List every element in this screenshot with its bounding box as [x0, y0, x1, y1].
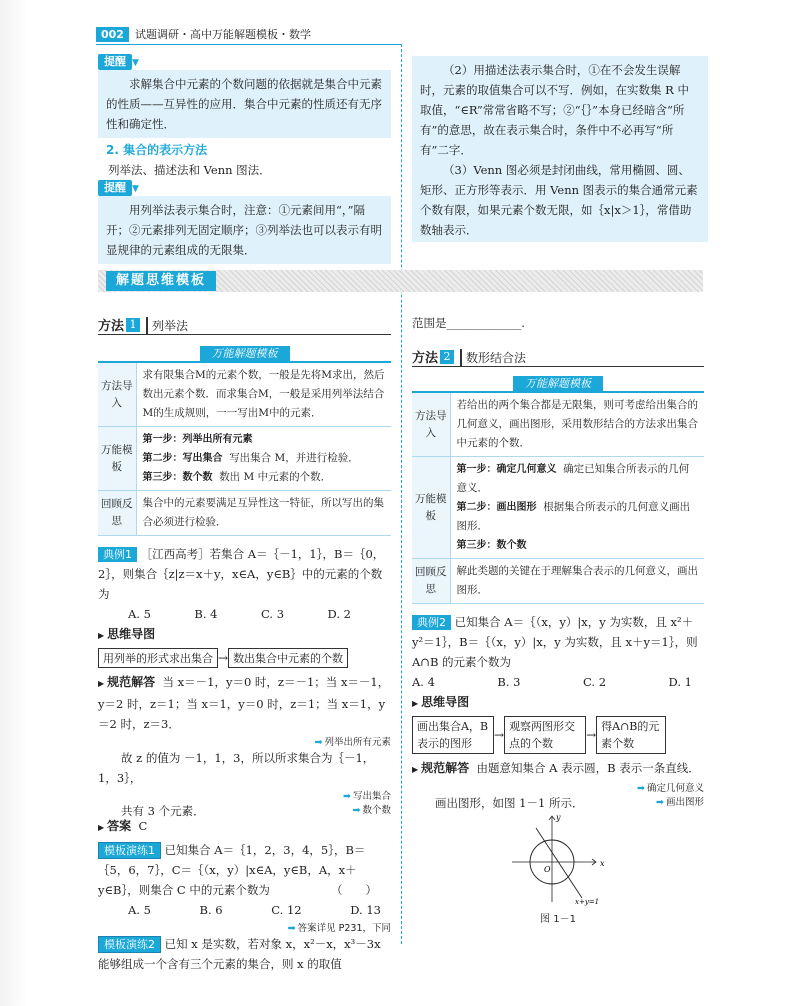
tip-label-2: 提醒 [98, 180, 132, 196]
option-b: B. 3 [497, 675, 521, 689]
table-row [98, 491, 391, 536]
table-row [98, 427, 391, 491]
column-divider [401, 44, 402, 944]
steps-cell [136, 427, 391, 491]
example1 [98, 544, 391, 838]
answer-label: ▶ 答案 [98, 819, 131, 833]
drill2-continuation [412, 313, 704, 333]
book-title: 试题调研・高中万能解题模板・数学 [134, 28, 311, 41]
template-caption-text: 万能解题模板 [513, 376, 603, 392]
step-value: 写出集合 M，并进行检验． [229, 452, 359, 464]
method1-header [98, 315, 391, 335]
example-tag: 典例2 [412, 615, 451, 630]
table-row [98, 363, 391, 427]
tip-text-2: 用列举法表示集合时，注意：①元素间用“，”隔开；②元素排列无固定顺序；③列举法也可以表示有明显规律的元素组成的无限集． [106, 203, 382, 257]
right-column [412, 313, 704, 925]
option-b: B. 4 [194, 607, 218, 621]
template-caption [98, 345, 391, 363]
example-tag: 典例1 [98, 547, 137, 562]
tip-box-2 [98, 196, 391, 264]
method2-header [412, 347, 704, 367]
option-b: B. 6 [199, 903, 223, 917]
method1-block [98, 315, 391, 974]
example-stem: ［江西高考］若集合 A＝｛－1，1｝，B＝｛0，2｝，则集合｛z|z＝x＋y，x∈A，y∈B｝中的元素的个数为 [98, 547, 385, 601]
step-key: 第二步：写出集合 [142, 453, 223, 464]
review-text: 集合中的元素要满足互异性这一特征，所以写出的集合必须进行检验． [136, 491, 391, 536]
mind-map-label: ▶ 思维导图 [98, 624, 391, 646]
mind-map-label: ▶ 思维导图 [412, 692, 704, 714]
right-top-box [412, 56, 708, 242]
mind-box-2: 观察两图形交点的个数 [504, 716, 586, 754]
method-number: 1 [126, 318, 140, 332]
section-title-2: 2. 集合的表示方法 [106, 143, 208, 157]
arrow-right-icon: → [494, 728, 505, 742]
drill-tag: 模板演练1 [98, 842, 161, 859]
page-gutter [0, 0, 28, 1006]
steps-cell [450, 457, 704, 559]
table-row [412, 393, 704, 457]
intro-text: 若给出的两个集合都是无限集，则可考虑给出集合的几何意义，画出图形，采用数形结合的方法求出集合中元素的个数． [450, 393, 704, 457]
figure-1-1 [412, 810, 704, 906]
line-x-plus-y-eq-1 [536, 828, 582, 898]
option-d: D. 13 [350, 903, 381, 917]
option-a: A. 5 [128, 607, 151, 621]
option-d: D. 1 [668, 675, 692, 689]
side-note-3: ➡ 数个数 [98, 802, 391, 816]
example-stem: 已知集合 A＝｛（x，y）|x，y 为实数，且 x²＋y²＝1｝，B＝｛（x，y）|x，y 为实数，且 x＋y＝1｝，则 A∩B 的元素个数为 [412, 615, 698, 669]
option-a: A. 4 [412, 675, 435, 689]
mind-box-1: 画出集合A，B表示的图形 [412, 716, 494, 754]
method-title: 列举法 [146, 317, 188, 334]
tip-text-1: 求解集合中元素的个数问题的依据就是集合中元素的性质——互异性的应用．集合中元素的性质还有无序性和确定性． [106, 77, 382, 131]
example1-options [98, 604, 391, 624]
drill1 [98, 840, 391, 934]
side-note-2: ➡ 画出图形 [412, 794, 704, 808]
step-2 [457, 498, 699, 536]
tip-arrow-icon: ▼ [132, 58, 139, 68]
side-note-1: ➡ 确定几何意义 [412, 780, 704, 794]
option-c: C. 2 [583, 675, 607, 689]
solve-label: ▶ 规范解答 [98, 675, 155, 689]
step-value: 根据集合所表示的几何意义画出图形． [456, 501, 691, 532]
solve-step-2: 画出图形，如图 1－1 所示． [435, 796, 584, 810]
solve-label: ▶ 规范解答 [412, 761, 469, 775]
method1-table [98, 363, 391, 536]
figure-caption: 图 1－1 [540, 914, 576, 925]
solve-step-3: 共有 3 个元素． [121, 804, 205, 818]
arrow-right-icon: → [218, 651, 229, 665]
solve-step-1: 当 x＝－1，y＝0 时，z＝－1；当 x＝－1，y＝2 时，z＝1；当 x＝1，y＝0 时，z＝1；当 x＝1，y＝2 时，z＝3． [98, 675, 390, 731]
step-3 [457, 536, 699, 555]
step-key: 第二步：画出图形 [456, 502, 537, 513]
drill-stem: 已知 x 是实数，若对象 x，x²－x，x³－3x 能够组成一个含有三个元素的集合，则 x 的取值 [98, 937, 381, 971]
step-key: 第三步：数个数 [456, 540, 527, 551]
drill2-cont-text: 范围是 [412, 316, 447, 330]
y-axis-label: y [556, 813, 561, 822]
venn-note: （3）Venn 图必须是封闭曲线，常用椭圆、圆、矩形、正方形等表示．用 Venn 图表示的集合通常元素个数有限，如果元素个数无限，如｛x|x＞1｝，常借助数轴表示． [420, 163, 698, 237]
step-key: 第三步：数个数 [142, 472, 213, 483]
step-2 [143, 449, 386, 468]
header-rule [96, 44, 401, 45]
answer-value: C [138, 819, 148, 833]
step-3 [143, 468, 386, 487]
tip-box-1 [98, 70, 391, 138]
review-label: 回顾反思 [98, 491, 136, 536]
method2-table [412, 393, 704, 604]
step-key: 第一步：确定几何意义 [456, 464, 557, 475]
template-caption [412, 375, 704, 393]
tip-label-1: 提醒 [98, 54, 132, 70]
solve-step-1: 由题意知集合 A 表示圆，B 表示一条直线． [476, 761, 700, 775]
option-d: D. 2 [327, 607, 351, 621]
option-a: A. 5 [128, 903, 151, 917]
desc-method-note: （2）用描述法表示集合时，①在不会发生误解时，元素的取值集合可以不写．例如，在实数集 R 中取值，“∈R”常常省略不写；②“｛｝”本身已经暗含“所有”的意思，故在表示集合时，条件中不必再写“所有”二字． [420, 63, 689, 157]
intro-label: 方法导入 [98, 363, 136, 427]
tip-arrow-icon: ▼ [132, 184, 139, 194]
drill-tag: 模板演练2 [98, 936, 161, 953]
mind-map [412, 716, 704, 754]
solve-step-2: 故 z 的值为 －1，1，3，所以所求集合为｛－1，1，3｝， [98, 751, 375, 785]
page-header [96, 24, 406, 44]
step-value: 数出 M 中元素的个数． [219, 471, 332, 483]
mind-map [98, 648, 391, 668]
example2-options [412, 672, 704, 692]
review-label: 回顾反思 [412, 559, 450, 604]
method-label: 方法 [98, 319, 125, 334]
intro-label: 方法导入 [412, 393, 450, 457]
answer-blank: _____________. [446, 316, 525, 330]
left-top-section [98, 54, 391, 264]
option-c: C. 3 [261, 607, 285, 621]
arrow-right-icon: → [586, 728, 597, 742]
step-1 [143, 430, 386, 449]
drill-stem: 已知集合 A＝｛1，2，3，4，5｝，B＝｛5，6，7｝，C＝｛（x，y）|x∈A，y∈B，A，x＋y∈B｝，则集合 C 中的元素个数为 [98, 843, 366, 897]
template-label: 万能模板 [412, 457, 450, 559]
template-label: 万能模板 [98, 427, 136, 491]
drill2 [98, 934, 391, 974]
intro-text: 求有限集合M的元素个数，一般是先将M求出，然后数出元素个数．而求集合M，一般是采用列举法结合M的生成规则，一一写出M中的元素． [136, 363, 391, 427]
origin-label: O [544, 865, 551, 874]
table-row [412, 457, 704, 559]
answer-ref: ➡ 答案详见 P231，下同 [98, 920, 391, 934]
x-axis-label: x [600, 859, 605, 868]
banner-title: 解题思维模板 [106, 271, 216, 291]
drill1-options [98, 900, 391, 920]
method-number: 2 [440, 350, 454, 364]
section-text-2: 列举法、描述法和 Venn 图法． [108, 163, 271, 177]
mind-box-1: 用列举的形式求出集合 [98, 648, 218, 668]
step-1 [457, 460, 699, 498]
drill-paren: （ ） [331, 883, 377, 897]
side-note-2: ➡ 写出集合 [98, 788, 391, 802]
method-title: 数形结合法 [460, 349, 526, 366]
method-label: 方法 [412, 351, 439, 366]
option-c: C. 12 [271, 903, 302, 917]
step-key: 第一步：列举出所有元素 [142, 434, 253, 445]
mind-box-2: 数出集合中元素的个数 [228, 648, 348, 668]
table-row [412, 559, 704, 604]
example2 [412, 612, 704, 925]
review-text: 解此类题的关键在于理解集合表示的几何意义，画出图形． [450, 559, 704, 604]
mind-box-3: 得A∩B的元素个数 [596, 716, 666, 754]
axes [512, 816, 596, 902]
page-number: 002 [96, 27, 129, 42]
step-value: 确定已知集合所表示的几何意义． [456, 463, 690, 494]
side-note-1: ➡ 列举出所有元素 [98, 734, 391, 748]
line-label: x+y=1 [575, 898, 600, 906]
template-caption-text: 万能解题模板 [200, 346, 290, 362]
